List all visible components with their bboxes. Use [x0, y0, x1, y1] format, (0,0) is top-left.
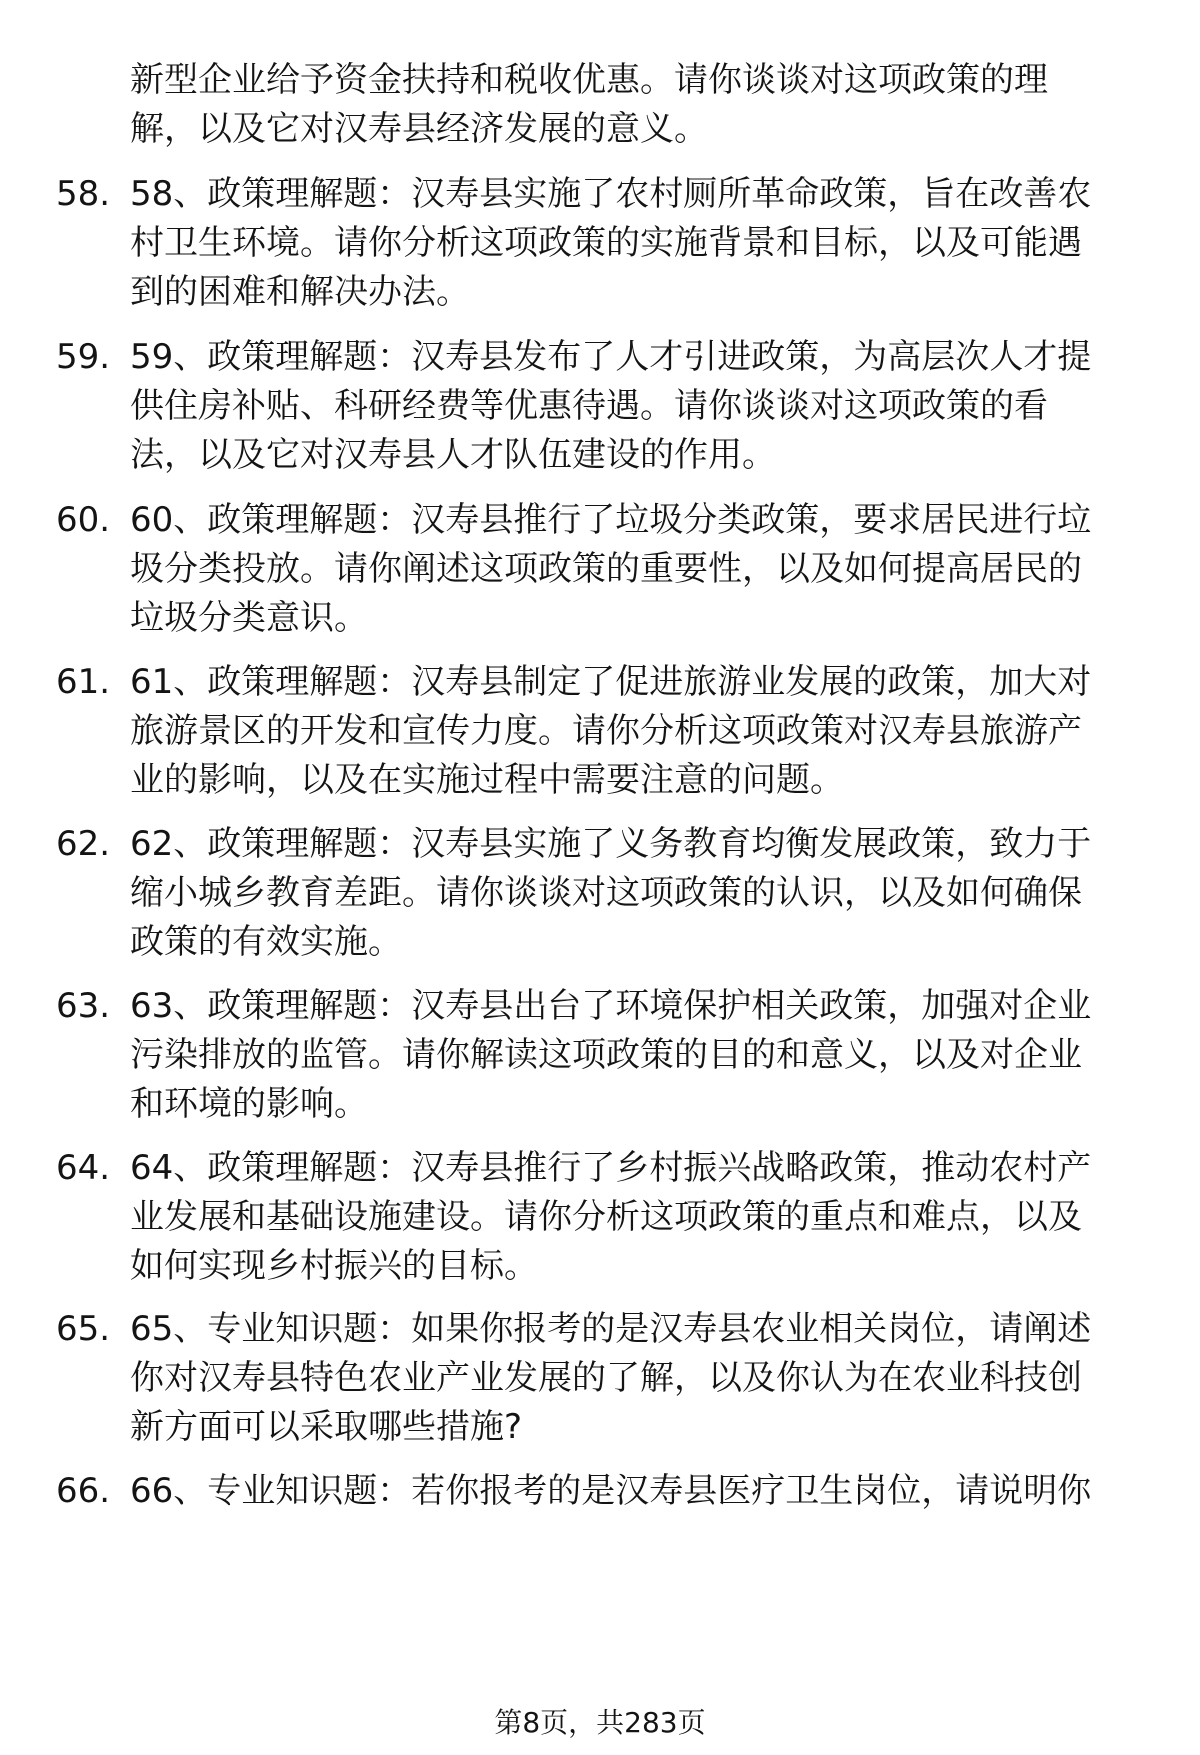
text-line: 和环境的影响。 [130, 1084, 368, 1124]
text-line: 63、政策理解题：汉寿县出台了环境保护相关政策，加强对企业 [130, 986, 1092, 1026]
item-text [130, 170, 1140, 317]
text-line: 圾分类投放。请你阐述这项政策的重要性，以及如何提高居民的 [130, 549, 1082, 589]
item-text [130, 1144, 1140, 1291]
item-text [130, 333, 1140, 480]
text-line: 新型企业给予资金扶持和税收优惠。请你谈谈对这项政策的理 [130, 60, 1048, 100]
text-line: 到的困难和解决办法。 [130, 272, 470, 312]
text-line: 64、政策理解题：汉寿县推行了乡村振兴战略政策，推动农村产 [130, 1148, 1092, 1188]
page-number-footer: 第8页，共283页 [494, 1706, 706, 1739]
text-line: 业的影响，以及在实施过程中需要注意的问题。 [130, 760, 844, 800]
text-line: 如何实现乡村振兴的目标。 [130, 1246, 538, 1286]
text-line: 解，以及它对汉寿县经济发展的意义。 [130, 109, 708, 149]
item-number: 65. [56, 1309, 111, 1349]
item-number: 66. [56, 1471, 111, 1511]
item-number: 63. [56, 986, 111, 1026]
text-line: 新方面可以采取哪些措施? [130, 1407, 523, 1447]
item-number: 64. [56, 1148, 111, 1188]
text-line: 你对汉寿县特色农业产业发展的了解，以及你认为在农业科技创 [130, 1358, 1082, 1398]
text-line: 缩小城乡教育差距。请你谈谈对这项政策的认识，以及如何确保 [130, 873, 1082, 913]
item-number: 62. [56, 824, 111, 864]
text-line: 政策的有效实施。 [130, 922, 402, 962]
item-number: 58. [56, 174, 111, 214]
intro-text [130, 56, 1140, 154]
text-line: 66、专业知识题：若你报考的是汉寿县医疗卫生岗位，请说明你 [130, 1471, 1092, 1511]
item-number: 61. [56, 662, 111, 702]
text-line: 65、专业知识题：如果你报考的是汉寿县农业相关岗位，请阐述 [130, 1309, 1092, 1349]
text-line: 62、政策理解题：汉寿县实施了义务教育均衡发展政策，致力于 [130, 824, 1092, 864]
text-line: 61、政策理解题：汉寿县制定了促进旅游业发展的政策，加大对 [130, 662, 1092, 702]
text-line: 58、政策理解题：汉寿县实施了农村厕所革命政策，旨在改善农 [130, 174, 1092, 214]
item-number: 59. [56, 337, 111, 377]
text-line: 法，以及它对汉寿县人才队伍建设的作用。 [130, 435, 776, 475]
text-line: 垃圾分类意识。 [130, 598, 368, 638]
item-text [130, 820, 1140, 967]
text-line: 污染排放的监管。请你解读这项政策的目的和意义，以及对企业 [130, 1035, 1082, 1075]
text-line: 供住房补贴、科研经费等优惠待遇。请你谈谈对这项政策的看 [130, 386, 1048, 426]
item-text [130, 658, 1140, 805]
item-text [130, 496, 1140, 643]
item-text [130, 1467, 1140, 1516]
item-number: 60. [56, 500, 111, 540]
text-line: 业发展和基础设施建设。请你分析这项政策的重点和难点，以及 [130, 1197, 1082, 1237]
text-line: 60、政策理解题：汉寿县推行了垃圾分类政策，要求居民进行垃 [130, 500, 1092, 540]
text-line: 旅游景区的开发和宣传力度。请你分析这项政策对汉寿县旅游产 [130, 711, 1082, 751]
text-line: 59、政策理解题：汉寿县发布了人才引进政策，为高层次人才提 [130, 337, 1092, 377]
text-line: 村卫生环境。请你分析这项政策的实施背景和目标，以及可能遇 [130, 223, 1082, 263]
item-text [130, 1305, 1140, 1452]
item-text [130, 982, 1140, 1129]
